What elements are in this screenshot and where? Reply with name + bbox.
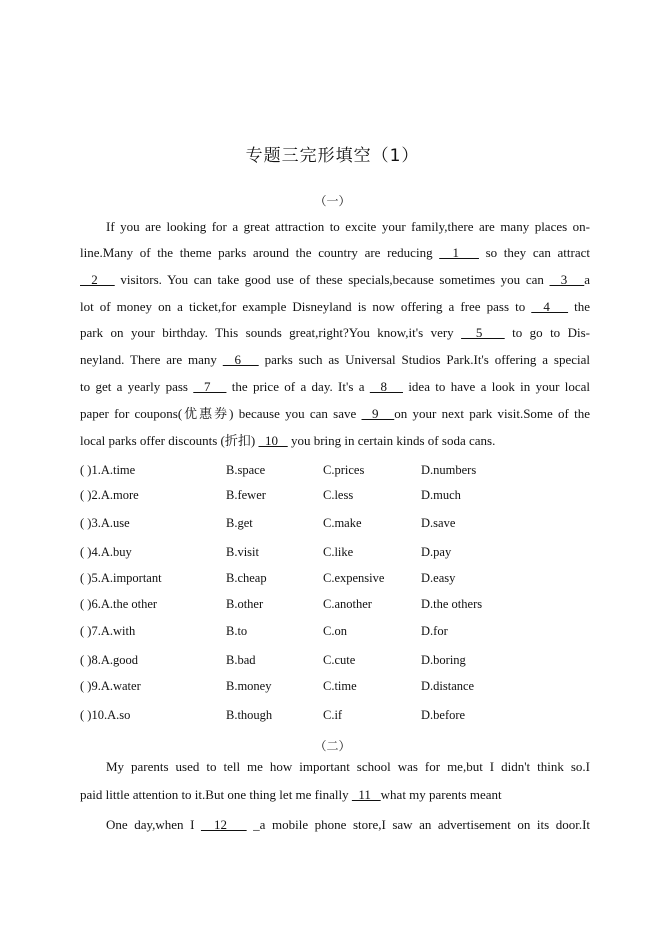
option-b: B.bad — [226, 653, 256, 667]
option-row — [80, 650, 600, 670]
text-run: so they can attract — [478, 245, 590, 260]
option-b: B.money — [226, 679, 272, 693]
blank-8: 8 — [369, 379, 403, 394]
option-row — [80, 513, 600, 533]
option-c: C.expensive — [323, 571, 385, 585]
option-a: ( )10.A.so — [80, 708, 131, 722]
option-b: B.though — [226, 708, 273, 722]
option-c: C.prices — [323, 463, 365, 477]
text-run: local parks offer discounts (折扣) — [80, 433, 259, 448]
option-d: D.distance — [421, 679, 475, 693]
option-b: B.get — [226, 516, 253, 530]
text-run: If you are looking for a great attraction to excite your family,there are many places on- — [106, 219, 590, 234]
text-run: you bring in certain kinds of soda cans. — [287, 433, 496, 448]
option-a: ( )6.A.the other — [80, 597, 158, 611]
option-a: ( )5.A.important — [80, 571, 162, 585]
passage-line — [80, 754, 590, 780]
text-run: line.Many of the theme parks around the country are reducing — [80, 245, 440, 260]
option-d: D.numbers — [421, 463, 477, 477]
option-d: D.for — [421, 624, 448, 638]
text-run: My parents used to tell me how important school was for me,but I didn't think so.I — [106, 759, 590, 774]
passage-line — [80, 267, 590, 293]
passage-line — [80, 214, 590, 240]
text-run: the price of a day. It's a — [226, 379, 370, 394]
option-b: B.cheap — [226, 571, 267, 585]
option-d: D.the others — [421, 597, 483, 611]
option-a: ( )2.A.more — [80, 488, 139, 502]
text-run: the — [568, 299, 591, 314]
section-heading-2: （二） — [314, 739, 351, 753]
blank-11: 11 — [351, 787, 381, 802]
passage-line — [80, 782, 590, 808]
text-run: neyland. There are many — [80, 352, 223, 367]
passage-line — [80, 320, 590, 346]
text-run: idea to have a look in your local — [402, 379, 591, 394]
blank-9: 9 — [361, 406, 395, 421]
option-d: D.easy — [421, 571, 456, 585]
text-run: to go to Dis- — [504, 325, 590, 340]
option-row — [80, 676, 600, 696]
option-d: D.much — [421, 488, 461, 502]
blank-1: 1 — [439, 245, 479, 260]
blank-12: 12 — [200, 817, 247, 832]
text-run: paper for coupons(优惠券) because you can save — [80, 406, 362, 421]
text-run: parks such as Universal Studios Park.It's offering a special — [258, 352, 590, 367]
text-run: on your next park visit.Some of the — [394, 406, 591, 421]
text-run: paid little attention to it.But one thing let me finally — [80, 787, 352, 802]
passage-line — [80, 347, 590, 373]
passage-line — [80, 294, 590, 320]
blank-5: 5 — [461, 325, 505, 340]
option-c: C.if — [323, 708, 343, 722]
passage-line — [80, 374, 590, 400]
blank-7: 7 — [193, 379, 227, 394]
option-row — [80, 460, 600, 480]
text-run: park on your birthday. This sounds great,right?You know,it's very — [80, 325, 462, 340]
option-d: D.before — [421, 708, 466, 722]
blank-6: 6 — [222, 352, 259, 367]
text-run: a — [584, 272, 591, 287]
option-d: D.pay — [421, 545, 452, 559]
passage-line — [80, 428, 590, 454]
text-run: One day,when I — [106, 817, 201, 832]
option-c: C.cute — [323, 653, 356, 667]
page-title: 专题三完形填空（1） — [245, 146, 420, 166]
blank-4: 4 — [531, 299, 569, 314]
text-run: lot of money on a ticket,for example Disneyland is now offering a free pass to — [80, 299, 532, 314]
option-a: ( )8.A.good — [80, 653, 138, 667]
option-a: ( )7.A.with — [80, 624, 136, 638]
option-b: B.other — [226, 597, 264, 611]
passage-line — [80, 240, 590, 266]
option-b: B.to — [226, 624, 248, 638]
option-a: ( )3.A.use — [80, 516, 130, 530]
option-a: ( )9.A.water — [80, 679, 141, 693]
option-b: B.space — [226, 463, 266, 477]
passage-line — [80, 812, 590, 838]
option-c: C.less — [323, 488, 354, 502]
option-row — [80, 621, 600, 641]
option-row — [80, 485, 600, 505]
text-run: visitors. You can take good use of these specials,because sometimes you can — [114, 272, 550, 287]
text-run: to get a yearly pass — [80, 379, 194, 394]
option-c: C.time — [323, 679, 357, 693]
blank-2: 2 — [80, 272, 115, 287]
option-b: B.fewer — [226, 488, 266, 502]
option-a: ( )1.A.time — [80, 463, 136, 477]
blank-10: 10 — [258, 433, 288, 448]
text-run: what my parents meant — [380, 787, 502, 802]
option-a: ( )4.A.buy — [80, 545, 132, 559]
option-c: C.make — [323, 516, 362, 530]
option-row — [80, 594, 600, 614]
blank-3: 3 — [549, 272, 585, 287]
option-d: D.save — [421, 516, 456, 530]
option-c: C.on — [323, 624, 347, 638]
option-c: C.another — [323, 597, 372, 611]
option-d: D.boring — [421, 653, 466, 667]
option-c: C.like — [323, 545, 354, 559]
passage-line — [80, 401, 590, 427]
option-b: B.visit — [226, 545, 259, 559]
text-run: _a mobile phone store,I saw an advertisement on its door.It — [246, 817, 591, 832]
option-row — [80, 705, 600, 725]
section-heading-1: （一） — [314, 194, 351, 208]
option-row — [80, 568, 600, 588]
option-row — [80, 542, 600, 562]
